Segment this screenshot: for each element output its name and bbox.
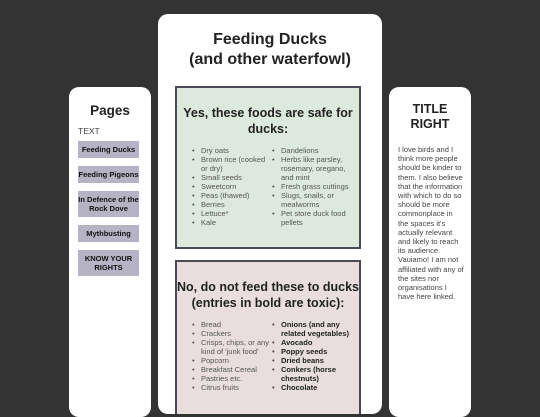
text-label: TEXT [78, 126, 100, 136]
food-list-item: • Dry oats [192, 146, 272, 155]
food-list-item: • Onions (and any related vegetables) [272, 320, 352, 338]
page-title-line1: Feeding Ducks [213, 31, 327, 48]
right-panel [389, 87, 471, 417]
food-list-item: • Sweetcorn [192, 182, 272, 191]
food-list-item: • Pastries etc. [192, 374, 272, 383]
unsafe-foods-heading: No, do not feed these to ducks (entries in bold are toxic): [177, 280, 359, 310]
food-list-item: • Bread [192, 320, 272, 329]
food-list-item: • Herbs like parsley, rosemary, oregano, and mint [272, 155, 352, 182]
food-list-item: • Fresh grass cuttings [272, 182, 352, 191]
right-text: I love birds and I think more people should be kinder to them. I also believe that the information with which to do so should be more commonplace in the spaces it's actually relevant and likely to reach its audience. Vauiamo! I am not affiliated with any of the sites nor organisations I have here linked. [398, 145, 464, 302]
nav-feeding-pigeons[interactable]: Feeding Pigeons [78, 166, 139, 183]
food-list-item: • Conkers (horse chestnuts) [272, 365, 352, 383]
food-list-item: • Avocado [272, 338, 352, 347]
safe-foods-heading: Yes, these foods are safe for ducks: [183, 106, 353, 136]
food-list-item: • Small seeds [192, 173, 272, 182]
main-panel [158, 14, 382, 414]
safe-foods-list-left [192, 146, 272, 227]
unsafe-foods-list-left [192, 320, 272, 392]
food-list-item: • Popcorn [192, 356, 272, 365]
food-list-item: • Dried beans [272, 356, 352, 365]
food-list-item: • Citrus fruits [192, 383, 272, 392]
right-title [389, 102, 471, 132]
food-list-item: • Poppy seeds [272, 347, 352, 356]
nav-feeding-ducks[interactable]: Feeding Ducks [78, 141, 139, 158]
food-list-item: • Breakfast Cereal [192, 365, 272, 374]
page-title [158, 30, 382, 70]
food-list-item: • Chocolate [272, 383, 352, 392]
safe-foods-list-right [272, 146, 352, 227]
food-list-item: • Berries [192, 200, 272, 209]
nav-defence-rock-dove[interactable]: In Defence of the Rock Dove [78, 191, 139, 217]
nav-mythbusting[interactable]: Mythbusting [78, 225, 139, 242]
pages-panel [69, 87, 151, 417]
right-title-line1: TITLE [412, 102, 448, 116]
right-title-line2: RIGHT [410, 117, 450, 131]
nav-know-your-rights[interactable]: KNOW YOUR RIGHTS [78, 250, 139, 276]
unsafe-foods-box [175, 260, 361, 414]
food-list-item: • Pet store duck food pellets [272, 209, 352, 227]
food-list-item: • Kale [192, 218, 272, 227]
food-list-item: • Crisps, chips, or any kind of 'junk food' [192, 338, 272, 356]
food-list-item: • Slugs, snails, or mealworms [272, 191, 352, 209]
pages-title: Pages [90, 103, 130, 118]
safe-foods-box [175, 86, 361, 249]
food-list-item: • Peas (thawed) [192, 191, 272, 200]
food-list-item: • Crackers [192, 329, 272, 338]
food-list-item: • Brown rice (cooked or dry) [192, 155, 272, 173]
food-list-item: • Dandelions [272, 146, 352, 155]
food-list-item: • Lettuce* [192, 209, 272, 218]
toxic-foods-list-right [272, 320, 352, 392]
pages-nav [69, 141, 151, 276]
page-title-line2: (and other waterfowl) [189, 51, 351, 68]
